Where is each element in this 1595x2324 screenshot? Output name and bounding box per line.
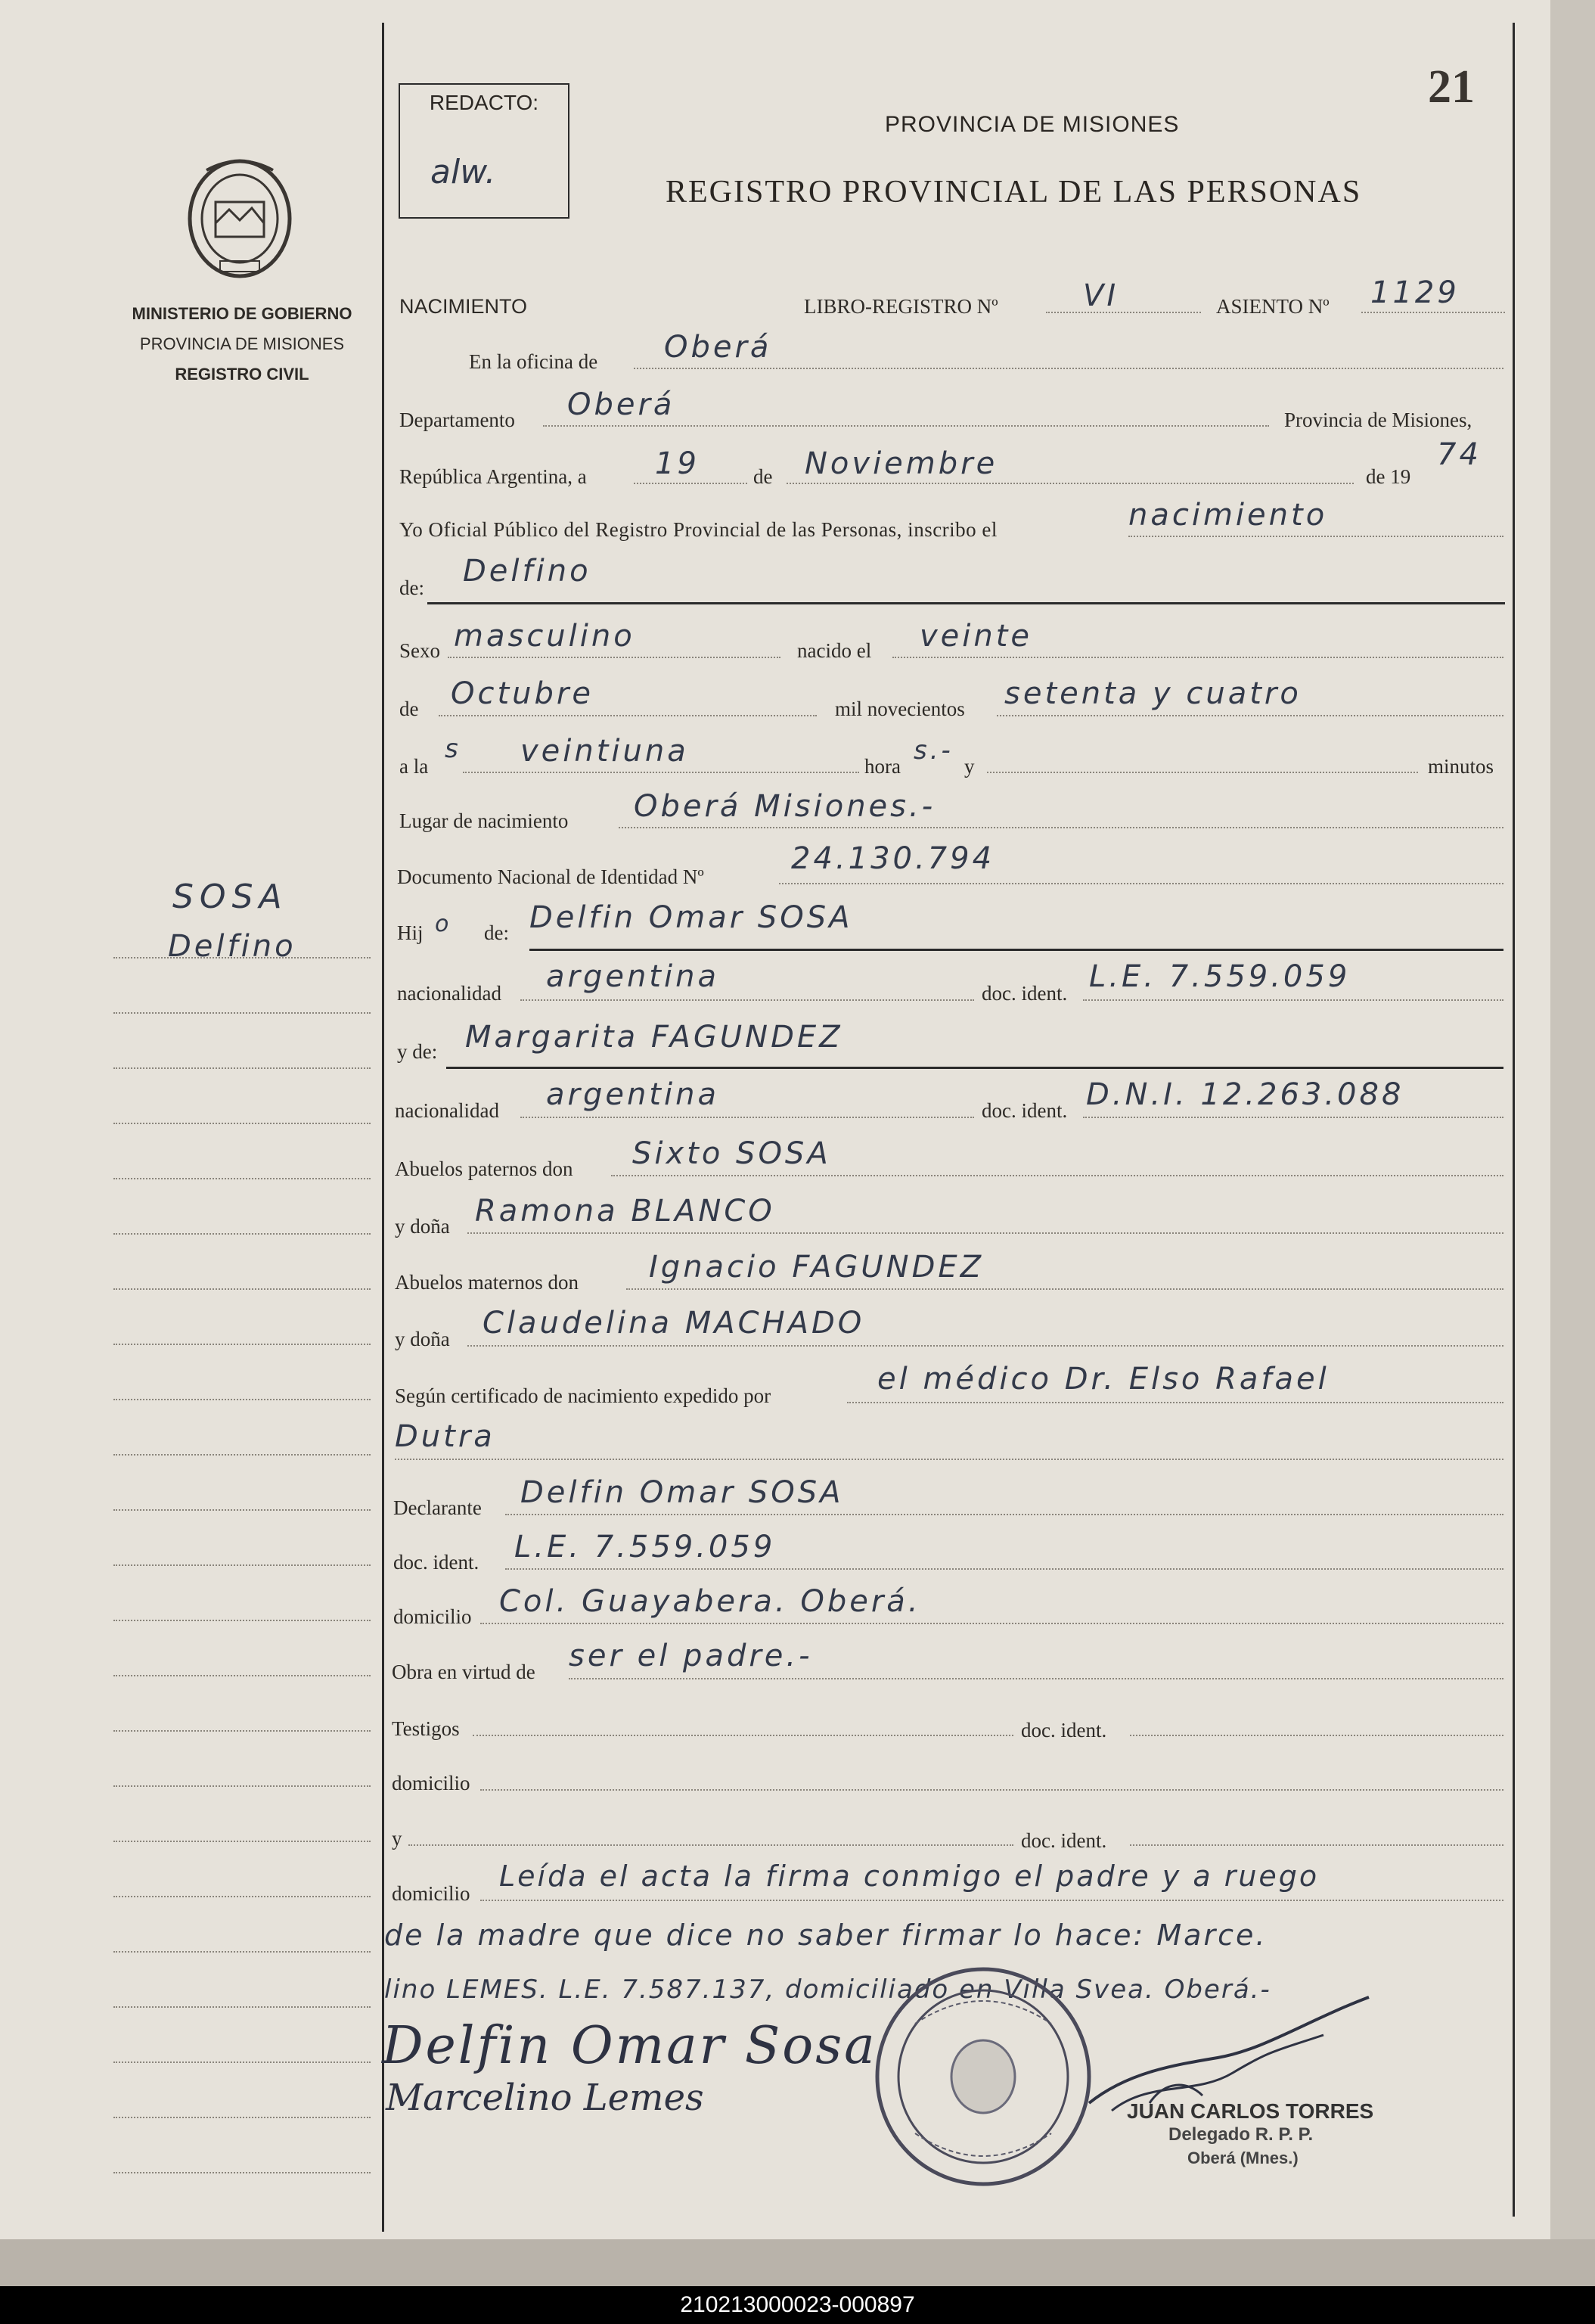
- maternal-grandmother-label: y doña: [395, 1328, 450, 1350]
- margin-rule-line: [113, 1896, 371, 1897]
- final-address-label: domicilio: [392, 1882, 470, 1905]
- father-nationality-label: nacionalidad: [397, 982, 501, 1005]
- margin-rule-line: [113, 1785, 371, 1787]
- mil-line: [997, 715, 1503, 716]
- father-doc: L.E. 7.559.059: [1089, 959, 1351, 994]
- margin-rule-line: [113, 1233, 371, 1235]
- witness-signature: Marcelino Lemes: [386, 2077, 704, 2119]
- declarant-doc: L.E. 7.559.059: [514, 1530, 776, 1564]
- sex-line: [448, 657, 780, 658]
- inscribo-label: Yo Oficial Público del Registro Provincial de las Personas, inscribo el: [399, 518, 998, 541]
- mother-nationality-line: [520, 1117, 974, 1118]
- witness2-label: y: [392, 1827, 402, 1850]
- father-nationality-line: [520, 999, 974, 1001]
- declarant-doc-line: [505, 1568, 1503, 1570]
- maternal-grandmother: Claudelina MACHADO: [483, 1306, 865, 1341]
- paternal-grandmother: Ramona BLANCO: [475, 1194, 775, 1229]
- hour-label: hora: [864, 755, 901, 778]
- asiento-value: 1129: [1370, 275, 1460, 310]
- margin-rule-line: [113, 1067, 371, 1069]
- time-label: a la: [399, 755, 429, 778]
- province-suffix: Provincia de Misiones,: [1284, 409, 1472, 431]
- year-value: 74: [1437, 437, 1482, 472]
- inscribo-line: [1128, 536, 1503, 537]
- closing-note-line-3: lino LEMES. L.E. 7.587.137, domiciliado en Villa Svea. Oberá.-: [384, 1974, 1271, 2005]
- mother-nationality-label: nacionalidad: [395, 1099, 499, 1122]
- address-label: domicilio: [393, 1605, 472, 1628]
- child-name-label: de:: [399, 576, 424, 599]
- year-label: de 19: [1366, 465, 1411, 488]
- mil-label: mil novecientos: [835, 698, 965, 720]
- day-value: 19: [655, 446, 700, 481]
- official-role: Delegado R. P. P.: [1168, 2124, 1314, 2145]
- witness2-doc-label: doc. ident.: [1021, 1829, 1107, 1852]
- birthplace-value: Oberá Misiones.-: [634, 789, 936, 824]
- margin-rule-line: [113, 2117, 371, 2118]
- certificate-value: el médico Dr. Elso Rafael: [877, 1362, 1330, 1397]
- declarant-value: Delfin Omar SOSA: [520, 1475, 844, 1510]
- certificate-line-2: [395, 1459, 1503, 1460]
- father-name: Delfin Omar SOSA: [529, 900, 853, 935]
- office-label: En la oficina de: [469, 350, 598, 373]
- child-name-rule: [427, 602, 1505, 604]
- margin-rule-line: [113, 1399, 371, 1400]
- month-value: Noviembre: [805, 446, 998, 481]
- paternal-grandmother-label: y doña: [395, 1215, 450, 1238]
- province-label: PROVINCIA DE MISIONES: [139, 334, 345, 353]
- witness-address-label: domicilio: [392, 1772, 470, 1794]
- declarant-doc-label: doc. ident.: [393, 1551, 479, 1574]
- dept-value: Oberá: [567, 387, 675, 422]
- registry-title: REGISTRO PROVINCIAL DE LAS PERSONAS: [666, 175, 1362, 210]
- coat-of-arms-icon: [184, 155, 296, 282]
- asiento-line: [1361, 312, 1505, 313]
- province-title: PROVINCIA DE MISIONES: [885, 112, 1180, 137]
- margin-rule-line: [113, 2172, 371, 2173]
- born-day-value: veinte: [920, 619, 1033, 654]
- paternal-grandfather-line: [611, 1175, 1503, 1176]
- mother-doc-line: [1083, 1117, 1503, 1118]
- office-value: Oberá: [664, 330, 772, 365]
- mother-name-label: y de:: [397, 1040, 438, 1063]
- dni-line: [779, 883, 1503, 884]
- minutes-line: [987, 772, 1418, 773]
- civil-registry-label: REGISTRO CIVIL: [175, 365, 309, 384]
- ministry-label: MINISTERIO DE GOBIERNO: [132, 304, 352, 323]
- redacto-label: REDACTO:: [429, 91, 539, 114]
- right-border: [1513, 23, 1515, 2217]
- born-line: [892, 657, 1503, 658]
- margin-surname: SOSA: [172, 878, 288, 916]
- margin-rule-line: [113, 1730, 371, 1732]
- certificate-label: Según certificado de nacimiento expedido por: [395, 1384, 771, 1407]
- official-place: Oberá (Mnes.): [1187, 2148, 1299, 2167]
- capacity-label: Obra en virtud de: [392, 1661, 535, 1683]
- dni-label: Documento Nacional de Identidad Nº: [397, 865, 704, 888]
- page-number: 21: [1428, 61, 1475, 113]
- month-line: [787, 483, 1354, 484]
- witness-line: [473, 1735, 1013, 1736]
- hour-value: veintiuna: [520, 734, 689, 769]
- sex-value: masculino: [454, 619, 635, 654]
- office-line: [634, 368, 1503, 369]
- born-label: nacido el: [797, 639, 872, 662]
- closing-note-line-1: Leída el acta la firma conmigo el padre y a ruego: [499, 1860, 1320, 1893]
- witness-doc-label: doc. ident.: [1021, 1719, 1107, 1741]
- margin-rule-line: [113, 2006, 371, 2008]
- sex-label: Sexo: [399, 639, 440, 662]
- birth-month-line: [439, 715, 817, 716]
- father-doc-label: doc. ident.: [982, 982, 1068, 1005]
- birth-month-label: de: [399, 698, 419, 720]
- republic-label: República Argentina, a: [399, 465, 587, 488]
- witness-address-line: [480, 1789, 1503, 1791]
- margin-rule-line: [113, 2061, 371, 2063]
- maternal-grandfather: Ignacio FAGUNDEZ: [649, 1250, 985, 1285]
- birthplace-line: [619, 827, 1503, 828]
- margin-rule-line: [113, 1123, 371, 1124]
- mother-nationality: argentina: [546, 1077, 719, 1112]
- registry-stamp-icon: [870, 1963, 1097, 2190]
- margin-given-name: Delfino: [168, 929, 296, 964]
- day-line: [634, 483, 747, 484]
- page-edge: [1550, 0, 1595, 2286]
- closing-note-line-2: de la madre que dice no saber firmar lo hace: Marce.: [384, 1919, 1268, 1952]
- father-name-label: de:: [484, 921, 509, 944]
- redacto-box: [399, 83, 569, 219]
- mother-doc: D.N.I. 12.263.088: [1086, 1077, 1404, 1112]
- margin-rule-line: [113, 1178, 371, 1179]
- margin-rule-line: [113, 1454, 371, 1456]
- libro-value: VI: [1083, 278, 1119, 313]
- hour-plural: s.-: [914, 735, 954, 766]
- paternal-grandfather-label: Abuelos paternos don: [395, 1157, 573, 1180]
- month-de-label: de: [753, 465, 773, 488]
- inscribo-value: nacimiento: [1128, 498, 1328, 533]
- address-value: Col. Guayabera. Oberá.: [499, 1584, 921, 1619]
- witnesses-label: Testigos: [392, 1717, 460, 1740]
- father-signature: Delfin Omar Sosa: [382, 2016, 877, 2076]
- dept-line: [543, 425, 1269, 427]
- declarant-label: Declarante: [393, 1496, 482, 1519]
- margin-rule-line: [113, 1344, 371, 1345]
- address-line: [480, 1623, 1503, 1624]
- witness2-line: [408, 1844, 1013, 1846]
- mother-doc-label: doc. ident.: [982, 1099, 1068, 1122]
- child-of-label: Hij: [397, 921, 424, 944]
- child-of-suffix: o: [435, 911, 452, 937]
- paternal-grandmother-line: [467, 1232, 1503, 1234]
- margin-rule-line: [113, 1564, 371, 1566]
- asiento-label: ASIENTO Nº: [1216, 295, 1330, 318]
- mother-name-rule: [446, 1067, 1503, 1069]
- redacto-initials: alw.: [430, 153, 496, 191]
- capacity-value: ser el padre.-: [569, 1639, 813, 1673]
- margin-rule-line: [113, 1620, 371, 1621]
- mil-value: setenta y cuatro: [1004, 676, 1302, 711]
- margin-rule-line: [113, 1012, 371, 1014]
- father-name-rule: [529, 949, 1503, 951]
- margin-rule-line: [113, 1841, 371, 1842]
- page-bottom-shadow: [0, 2239, 1595, 2286]
- final-address-line: [480, 1900, 1503, 1901]
- witness-doc-line: [1130, 1735, 1503, 1736]
- certificate-line: [847, 1402, 1503, 1403]
- father-nationality: argentina: [546, 959, 719, 994]
- official-name: JUAN CARLOS TORRES: [1127, 2099, 1374, 2123]
- birthplace-label: Lugar de nacimiento: [399, 809, 569, 832]
- and-label: y: [964, 755, 975, 778]
- margin-divider: [382, 23, 384, 2232]
- maternal-grandmother-line: [467, 1345, 1503, 1347]
- minutes-label: minutos: [1428, 755, 1494, 778]
- time-plural: s: [445, 734, 461, 764]
- maternal-grandfather-label: Abuelos maternos don: [395, 1271, 579, 1294]
- father-doc-line: [1083, 999, 1503, 1001]
- libro-line: [1046, 312, 1201, 313]
- mother-name: Margarita FAGUNDEZ: [465, 1020, 843, 1055]
- witness2-doc-line: [1130, 1844, 1503, 1846]
- dept-label: Departamento: [399, 409, 515, 431]
- certificate-value-2: Dutra: [395, 1419, 495, 1454]
- child-name: Delfino: [463, 554, 591, 589]
- birth-month-value: Octubre: [451, 676, 594, 711]
- act-type: NACIMIENTO: [399, 295, 528, 318]
- paternal-grandfather: Sixto SOSA: [632, 1136, 831, 1171]
- maternal-grandfather-line: [626, 1288, 1503, 1290]
- hour-line: [463, 772, 859, 773]
- margin-rule-line: [113, 1288, 371, 1290]
- capacity-line: [569, 1678, 1503, 1679]
- declarant-line: [505, 1514, 1503, 1515]
- dni-value: 24.130.794: [791, 841, 995, 876]
- libro-label: LIBRO-REGISTRO Nº: [804, 295, 998, 318]
- issuer-block: [113, 299, 371, 390]
- margin-rule-line: [113, 1509, 371, 1511]
- margin-rule-line: [113, 1675, 371, 1676]
- document-id-bar: 210213000023-000897: [0, 2286, 1595, 2324]
- margin-rule-line: [113, 1951, 371, 1953]
